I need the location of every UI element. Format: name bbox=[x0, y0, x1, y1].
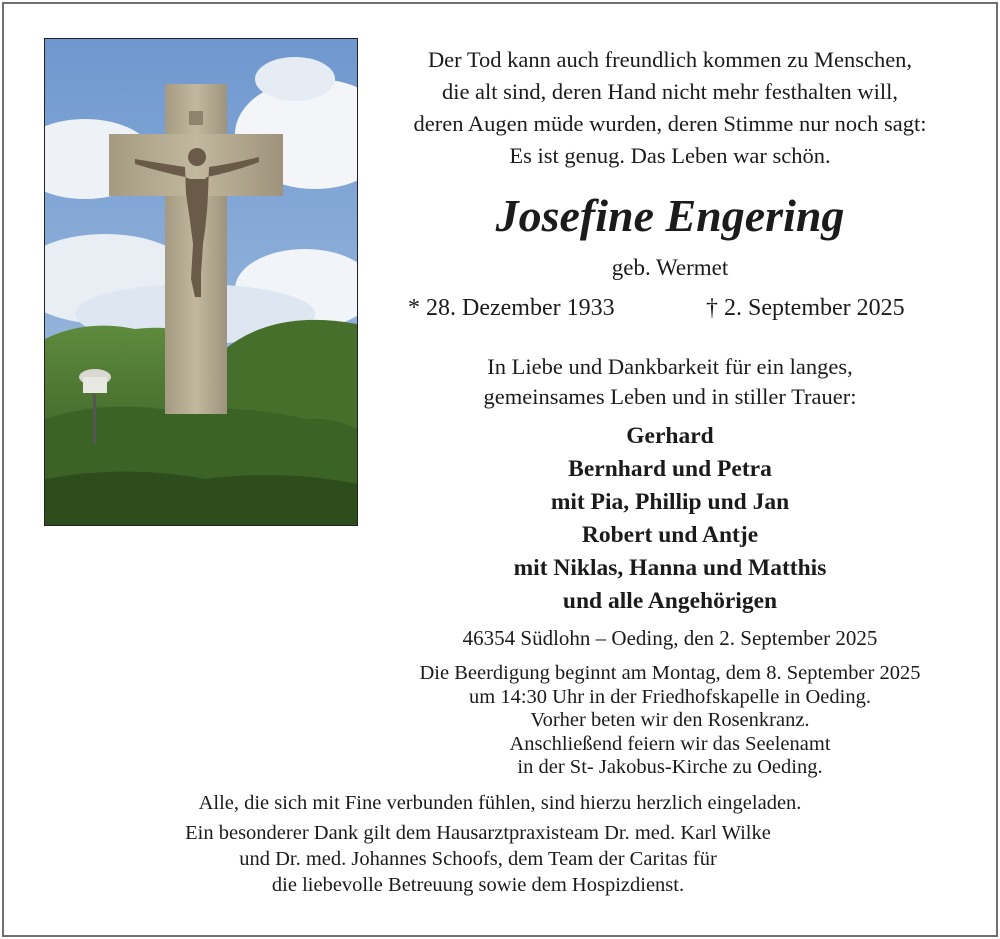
poem bbox=[360, 44, 980, 172]
invitation: Alle, die sich mit Fine verbunden fühlen, sind hierzu herzlich eingeladen. bbox=[198, 792, 802, 814]
thanks bbox=[18, 820, 938, 898]
intro-line: gemeinsames Leben und in stiller Trauer: bbox=[483, 384, 857, 409]
family-member: Robert und Antje bbox=[581, 522, 759, 548]
thanks-line: und Dr. med. Johannes Schoofs, dem Team der Caritas für bbox=[239, 848, 717, 870]
family-list bbox=[360, 420, 980, 618]
family-member: Gerhard bbox=[626, 423, 714, 449]
family-member: und alle Angehörigen bbox=[562, 588, 778, 614]
funeral-line: in der St- Jakobus-Kirche zu Oeding. bbox=[517, 756, 823, 778]
family-member: mit Pia, Phillip und Jan bbox=[550, 489, 790, 515]
funeral-details bbox=[360, 662, 980, 780]
intro-line: In Liebe und Dankbarkeit für ein langes, bbox=[487, 354, 853, 379]
crucifix-image bbox=[45, 39, 357, 525]
death-date: † 2. September 2025 bbox=[706, 295, 905, 321]
thanks-line: Ein besonderer Dank gilt dem Hausarztpraxisteam Dr. med. Karl Wilke bbox=[185, 822, 771, 844]
mourning-intro bbox=[360, 352, 980, 412]
funeral-line: Die Beerdigung beginnt am Montag, dem 8. September 2025 bbox=[419, 662, 921, 684]
family-member: mit Niklas, Hanna und Matthis bbox=[513, 555, 827, 581]
funeral-line: Anschließend feiern wir das Seelenamt bbox=[509, 732, 831, 755]
family-member: Bernhard und Petra bbox=[568, 456, 772, 482]
maiden-name: geb. Wermet bbox=[611, 255, 729, 280]
place-date: 46354 Südlohn – Oeding, den 2. September 2025 bbox=[462, 626, 878, 650]
deceased-name: Josefine Engering bbox=[495, 190, 845, 241]
crucifix-photo bbox=[44, 38, 358, 526]
poem-line: Es ist genug. Das Leben war schön. bbox=[509, 143, 831, 168]
funeral-line: Vorher beten wir den Rosenkranz. bbox=[530, 709, 810, 731]
birth-date: * 28. Dezember 1933 bbox=[408, 295, 615, 321]
thanks-line: die liebevolle Betreuung sowie dem Hospizdienst. bbox=[271, 874, 685, 896]
poem-line: die alt sind, deren Hand nicht mehr festhalten will, bbox=[441, 79, 899, 104]
funeral-line: um 14:30 Uhr in der Friedhofskapelle in Oeding. bbox=[469, 685, 871, 708]
poem-line: deren Augen müde wurden, deren Stimme nur noch sagt: bbox=[413, 111, 927, 136]
poem-line: Der Tod kann auch freundlich kommen zu Menschen, bbox=[427, 47, 913, 72]
